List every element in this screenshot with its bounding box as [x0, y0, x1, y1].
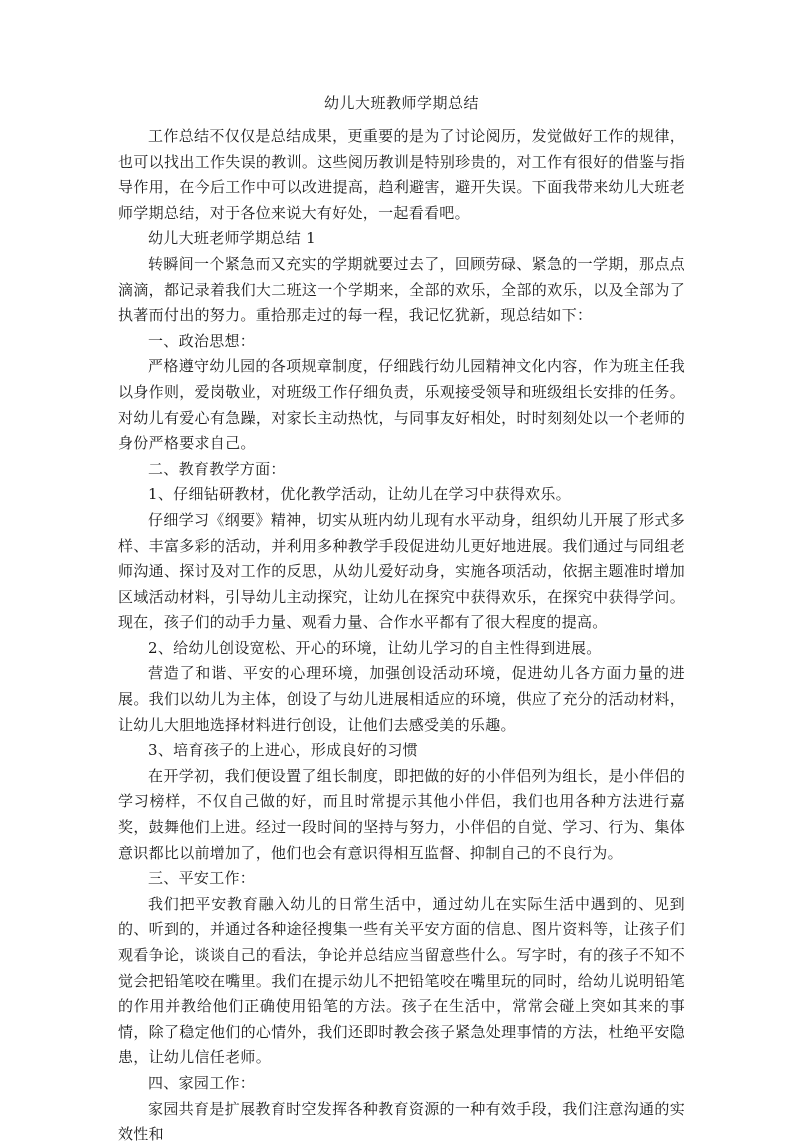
document-body [118, 124, 685, 1148]
section-heading: 四、家园工作： [148, 1073, 256, 1092]
paragraph: 在开学初，我们便设置了组长制度，即把做的好的小伴侣列为组长，是小伴侣的学习榜样，不仅自己做的好，而且时常提示其他小伴侣，我们也用各种方法进行嘉奖，鼓舞他们上进。经过一段时间的坚持与努力，小伴侣的自觉、学习、行为、集体意识都比以前增加了，他们也会有意识得相互监督、抑制自己的不良行为。 [118, 766, 685, 862]
subsection-heading: 3、培育孩子的上进心，形成良好的习惯 [148, 741, 418, 760]
section-heading: 二、教育教学方面： [148, 459, 286, 478]
section-heading: 幼儿大班老师学期总结 1 [148, 229, 316, 248]
paragraph: 营造了和谐、平安的心理环境，加强创设活动环境，促进幼儿各方面力量的进展。我们以幼儿为主体，创设了与幼儿进展相适应的环境，供应了充分的活动材料，让幼儿大胆地选择材料进行创设，让他们去感受美的乐趣。 [118, 664, 685, 734]
paragraph-intro: 工作总结不仅仅是总结成果，更重要的是为了讨论阅历，发觉做好工作的规律，也可以找出工作失误的教训。这些阅历教训是特别珍贵的，对工作有很好的借鉴与指导作用，在今后工作中可以改进提高，趋利避害，避开失误。下面我带来幼儿大班老师学期总结，对于各位来说大有好处，一起看看吧。 [118, 127, 685, 222]
subsection-heading: 1、仔细钻研教材，优化教学活动，让幼儿在学习中获得欢乐。 [148, 485, 571, 504]
section-heading: 一、政治思想： [148, 331, 256, 350]
paragraph: 我们把平安教育融入幼儿的日常生活中，通过幼儿在实际生活中遇到的、见到的、听到的，并通过各种途径搜集一些有关平安方面的信息、图片资料等，让孩子们观看争论，谈谈自己的看法，争论并总结应当留意些什么。写字时，有的孩子不知不觉会把铅笔咬在嘴里。我们在提示幼儿不把铅笔咬在嘴里玩的同时，给幼儿说明铅笔的作用并教给他们正确使用铅笔的方法。孩子在生活中，常常会碰上突如其来的事情，除了稳定他们的心情外，我们还即时教会孩子紧急处理事情的方法，杜绝平安隐患，让幼儿信任老师。 [118, 894, 685, 1067]
subsection-heading: 2、给幼儿创设宽松、开心的环境，让幼儿学习的自主性得到进展。 [148, 638, 602, 657]
document-title: 幼儿大班教师学期总结 [323, 94, 479, 112]
paragraph: 家园共育是扩展教育时空发挥各种教育资源的一种有效手段，我们注意沟通的实效性和 [118, 1099, 685, 1144]
paragraph: 严格遵守幼儿园的各项规章制度，仔细践行幼儿园精神文化内容，作为班主任我以身作则，爱岗敬业，对班级工作仔细负责，乐观接受领导和班级组长安排的任务。对幼儿有爱心有急躁，对家长主动热忱，与同事友好相处，时时刻刻处以一个老师的身份严格要求自己。 [118, 357, 685, 453]
paragraph: 仔细学习《纲要》精神，切实从班内幼儿现有水平动身，组织幼儿开展了形式多样、丰富多彩的活动，并利用多种教学手段促进幼儿更好地进展。我们通过与同组老师沟通、探讨及对工作的反思，从幼儿爱好动身，实施各项活动，依据主题准时增加区域活动材料，引导幼儿主动探究，让幼儿在探究中获得欢乐，在探究中获得学问。现在，孩子们的动手力量、观看力量、合作水平都有了很大程度的提高。 [118, 510, 685, 632]
section-heading: 三、平安工作： [148, 869, 256, 888]
paragraph: 转瞬间一个紧急而又充实的学期就要过去了，回顾劳碌、紧急的一学期，那点点滴滴，都记录着我们大二班这一个学期来，全部的欢乐，全部的欢乐，以及全部为了执著而付出的努力。重拾那走过的每一程，我记忆犹新，现总结如下： [118, 254, 685, 325]
